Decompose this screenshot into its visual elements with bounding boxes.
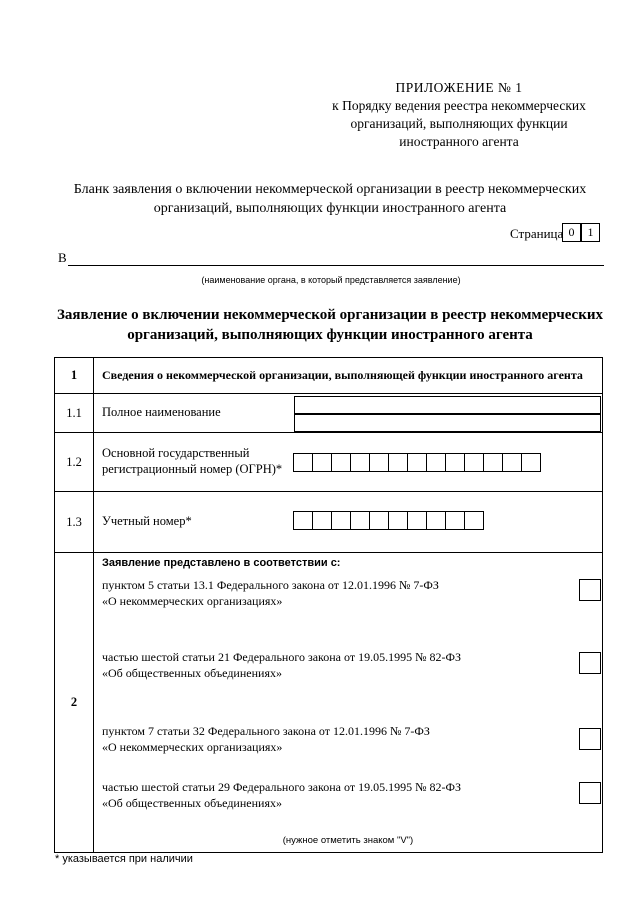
ogrn-digit-cell[interactable] [369,453,389,472]
table-row [55,492,603,553]
section-header: Сведения о некоммерческой организации, выполняющей функции иностранного агента [94,358,603,394]
account-digit-cell[interactable] [464,511,484,530]
full-name-label: Полное наименование [102,405,221,419]
addressee-note: (наименование органа, в который представляется заявление) [201,275,461,285]
application-title [40,305,620,345]
appendix-line: иностранного агента [399,134,519,149]
basis-option-text: «Об общественных объединениях» [102,666,282,680]
table-row [55,433,603,492]
appendix-header [300,79,618,151]
basis-option-text: пунктом 5 статьи 13.1 Федерального закона от 12.01.1996 № 7-ФЗ [102,578,439,592]
page-label: Страница [510,226,564,241]
full-name-cell [94,394,603,433]
ogrn-digit-cell[interactable] [293,453,313,472]
basis-checkbox[interactable] [579,652,601,674]
ogrn-digit-cell[interactable] [312,453,332,472]
account-number-label: Учетный номер* [102,514,192,528]
appendix-line: к Порядку ведения реестра некоммерческих [332,98,586,113]
form-blank-title [40,180,620,218]
basis-option [102,779,502,811]
account-number-input-cells[interactable] [293,511,484,530]
ogrn-digit-cell[interactable] [483,453,503,472]
basis-checkbox[interactable] [579,728,601,750]
ogrn-input-cells[interactable] [293,453,541,472]
ogrn-label-line: Основной государственный [102,446,250,460]
ogrn-digit-cell[interactable] [350,453,370,472]
account-digit-cell[interactable] [369,511,389,530]
appendix-line: организаций, выполняющих функции [350,116,568,131]
addressee-underline [68,265,604,266]
ogrn-digit-cell[interactable] [407,453,427,472]
section-number: 2 [55,553,94,853]
ogrn-digit-cell[interactable] [502,453,522,472]
account-digit-cell[interactable] [331,511,351,530]
page-digit-box[interactable]: 1 [581,223,600,242]
account-digit-cell[interactable] [445,511,465,530]
ogrn-digit-cell[interactable] [426,453,446,472]
basis-option-text: «О некоммерческих организациях» [102,740,283,754]
row-number: 1.2 [55,433,94,492]
basis-checkbox[interactable] [579,782,601,804]
basis-title: Заявление представлено в соответствии с: [102,557,341,569]
ogrn-label [102,445,282,477]
blank-title-line: Бланк заявления о включении некоммерческой организации в реестр некоммерческих [73,182,587,197]
page-digit-box[interactable]: 0 [562,223,581,242]
footnote: * указывается при наличии [55,853,193,865]
basis-option [102,723,502,755]
application-title-line: Заявление о включении некоммерческой организации в реестр некоммерческих [56,307,603,323]
account-digit-cell[interactable] [350,511,370,530]
row-number: 1.3 [55,492,94,553]
addressee-field[interactable] [58,252,604,266]
ogrn-digit-cell[interactable] [331,453,351,472]
ogrn-digit-cell[interactable] [464,453,484,472]
basis-option-text: частью шестой статьи 21 Федерального закона от 19.05.1995 № 82-ФЗ [102,650,462,664]
table-row [55,394,603,433]
basis-option [102,577,502,609]
ogrn-digit-cell[interactable] [445,453,465,472]
basis-option [102,649,502,681]
basis-option-text: пунктом 7 статьи 32 Федерального закона от 12.01.1996 № 7-ФЗ [102,724,430,738]
account-number-cell [94,492,603,553]
account-digit-cell[interactable] [426,511,446,530]
basis-checkbox[interactable] [579,579,601,601]
section-number: 1 [55,358,94,394]
blank-title-line: организаций, выполняющих функции иностранного агента [153,201,507,216]
ogrn-digit-cell[interactable] [521,453,541,472]
table-row [55,553,603,853]
row-number: 1.1 [55,394,94,433]
basis-cell [94,553,603,853]
ogrn-digit-cell[interactable] [388,453,408,472]
application-form-table [54,357,603,853]
account-digit-cell[interactable] [293,511,313,530]
ogrn-cell [94,433,603,492]
ogrn-label-line: регистрационный номер (ОГРН)* [102,462,283,476]
account-digit-cell[interactable] [312,511,332,530]
basis-option-text: «О некоммерческих организациях» [102,594,283,608]
basis-option-text: «Об общественных объединениях» [102,796,282,810]
table-row [55,358,603,394]
addressee-prefix: В [58,250,67,265]
account-digit-cell[interactable] [388,511,408,530]
appendix-title: ПРИЛОЖЕНИЕ № 1 [395,80,523,95]
account-digit-cell[interactable] [407,511,427,530]
basis-option-text: частью шестой статьи 29 Федерального закона от 19.05.1995 № 82-ФЗ [102,780,462,794]
mark-instruction: (нужное отметить знаком "V") [282,835,414,846]
application-title-line: организаций, выполняющих функции иностранного агента [127,327,533,343]
full-name-input-line2[interactable] [294,413,601,432]
